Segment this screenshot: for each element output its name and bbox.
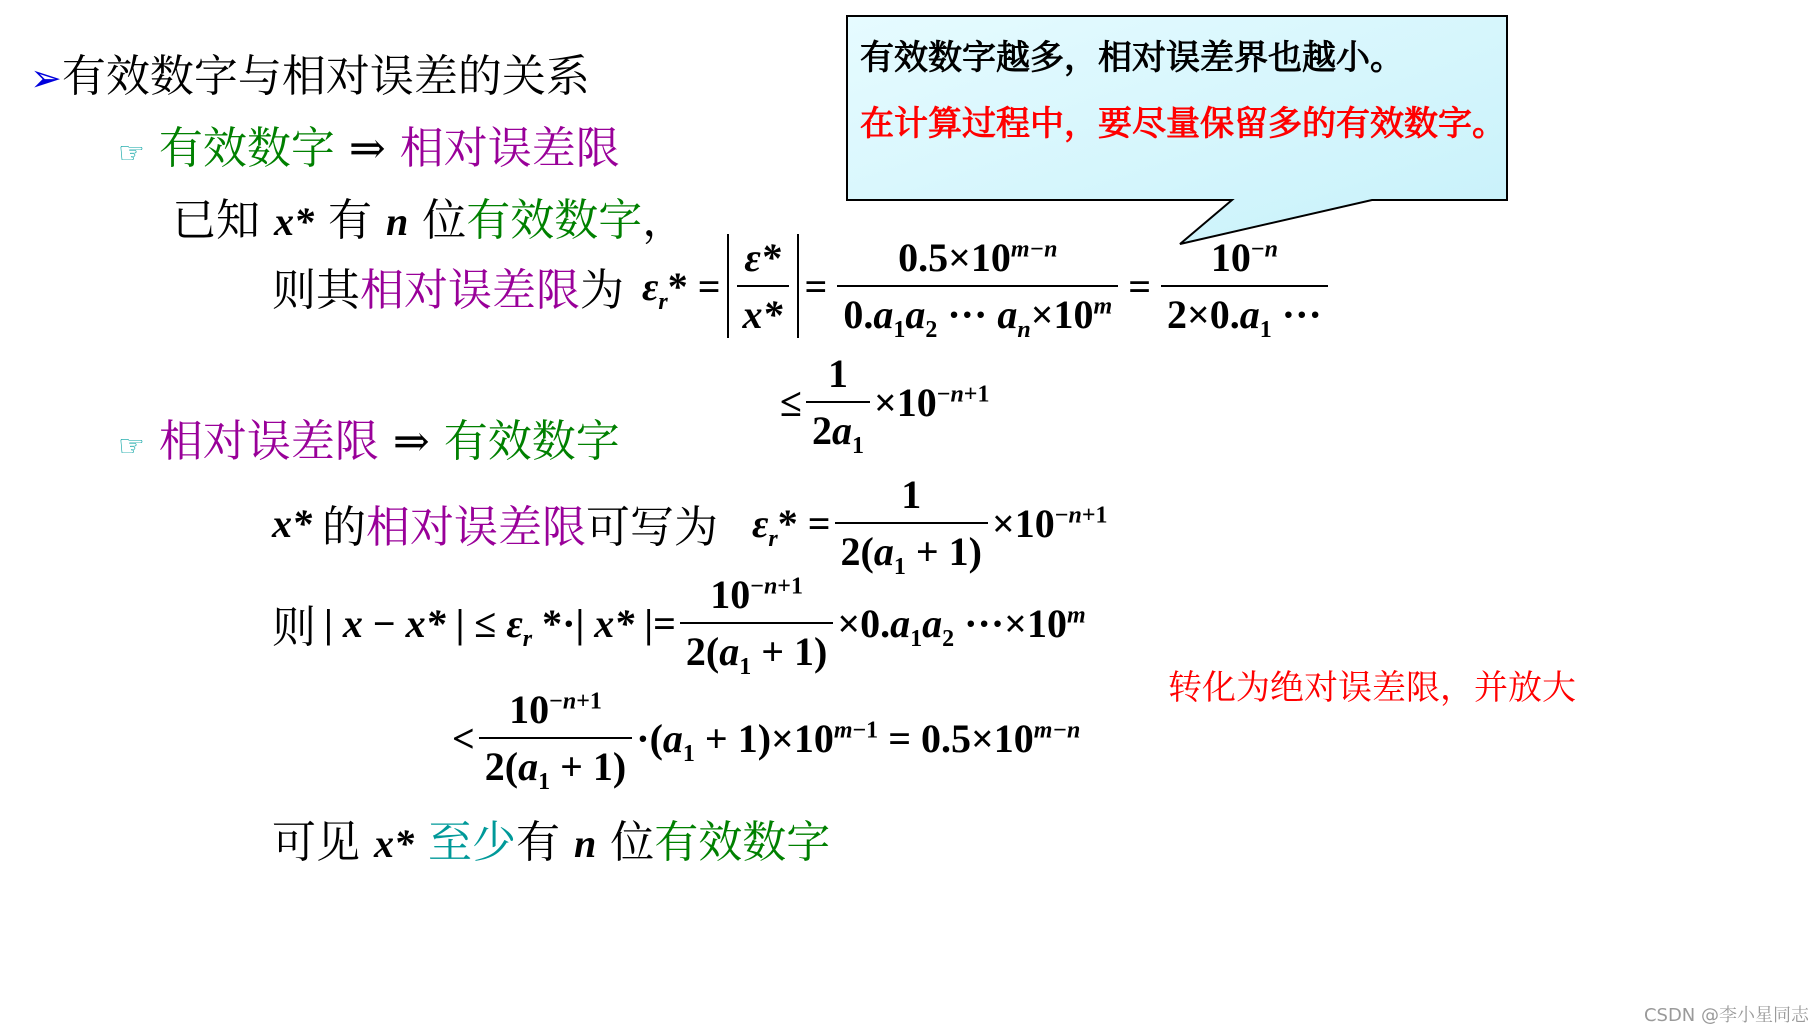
line1-suffix: 可写为 <box>586 502 718 553</box>
conclusion-line: 可见 x* 至少有 n 位有效数字 <box>272 817 831 868</box>
term-significant-digits: 有效数字 <box>158 123 335 174</box>
formula-upper-bound: < $\frac{10^{-n+1}}{2(a_1 + 1)}$ $\cdot(a_1 + 1)\times 10^{m-1} = 0.5\times 10^{m-n}$ <box>452 687 1081 795</box>
heading-text: 有效数字与相对误差的关系 <box>61 51 590 102</box>
conclusion-prefix: 可见 <box>272 817 360 868</box>
implies-arrow: ⇒ <box>348 123 386 174</box>
pointing-hand-icon: ☞ <box>118 136 145 171</box>
line1-mid: 的 <box>322 502 366 553</box>
then-prefix: 则其 <box>272 265 360 316</box>
conclusion-tail: 有效数字 <box>654 817 831 868</box>
known-mid: 有 <box>328 195 372 246</box>
line2-prefix: 则 <box>272 602 316 653</box>
known-suffix: 位 <box>422 195 467 246</box>
known-term: 有效数字 <box>466 195 643 246</box>
heading-marker-icon: ➢ <box>30 56 62 100</box>
then-suffix: 为 <box>580 265 624 316</box>
term-significant-digits: 有效数字 <box>443 416 620 467</box>
subsection-1-header <box>118 112 620 176</box>
known-line: 已知 x* 有 n 位有效数字， <box>172 195 687 246</box>
conclusion-mid: 有 <box>516 817 560 868</box>
line1-term: 相对误差限 <box>366 502 586 553</box>
conclusion-word: 位 <box>610 817 655 868</box>
known-comma: ， <box>642 195 687 246</box>
formula-absolute-error: 则 | x − x* | ≤ $\varepsilon_r$ *·| x* |= $\frac{10^{-n+1}}{2(a_1 + 1)}$ $\times 0.a_1a_2 \cdot\cdot\cdot\times 10^m$ <box>272 572 1086 680</box>
formula-relative-error-1: 则其 相对误差限 为 $\varepsilon_r*$ = $\frac{\varepsilon*}{x*}$ = $\frac{0.5\times 10^{m-n}}{0.a_1a_2 \cdot\cdot\cdot a_n\times 10^m}$ = $\frac{10^{-n}}{2\times 0.a_1 \cdot\cdot\cdot}$ <box>272 236 1332 336</box>
formula-relative-error-2: x* 的 相对误差限 可写为 $\varepsilon_r*$ = $\frac{1}{2(a_1 + 1)}$ $\times 10^{-n+1}$ <box>272 472 1108 580</box>
watermark: CSDN @李小星同志 <box>1643 1005 1809 1026</box>
known-prefix: 已知 <box>172 195 260 246</box>
term-relative-error-bound: 相对误差限 <box>158 416 379 467</box>
then-term: 相对误差限 <box>360 265 580 316</box>
subsection-2-header <box>118 405 620 469</box>
callout-line-1: 有效数字越多，相对误差界也越小。 <box>860 38 1404 78</box>
conclusion-term: 至少 <box>428 817 516 868</box>
term-relative-error-bound: 相对误差限 <box>399 123 620 174</box>
pointing-hand-icon: ☞ <box>118 429 145 464</box>
callout-line-2: 在计算过程中，要尽量保留多的有效数字。 <box>860 104 1506 144</box>
note-convert-absolute: 转化为绝对误差限，并放大 <box>1168 668 1576 708</box>
implies-arrow: ⇒ <box>392 416 430 467</box>
formula-relative-error-bound: ≤ $\frac{1}{2a_1}$ $\times 10^{-n+1}$ <box>780 351 990 459</box>
